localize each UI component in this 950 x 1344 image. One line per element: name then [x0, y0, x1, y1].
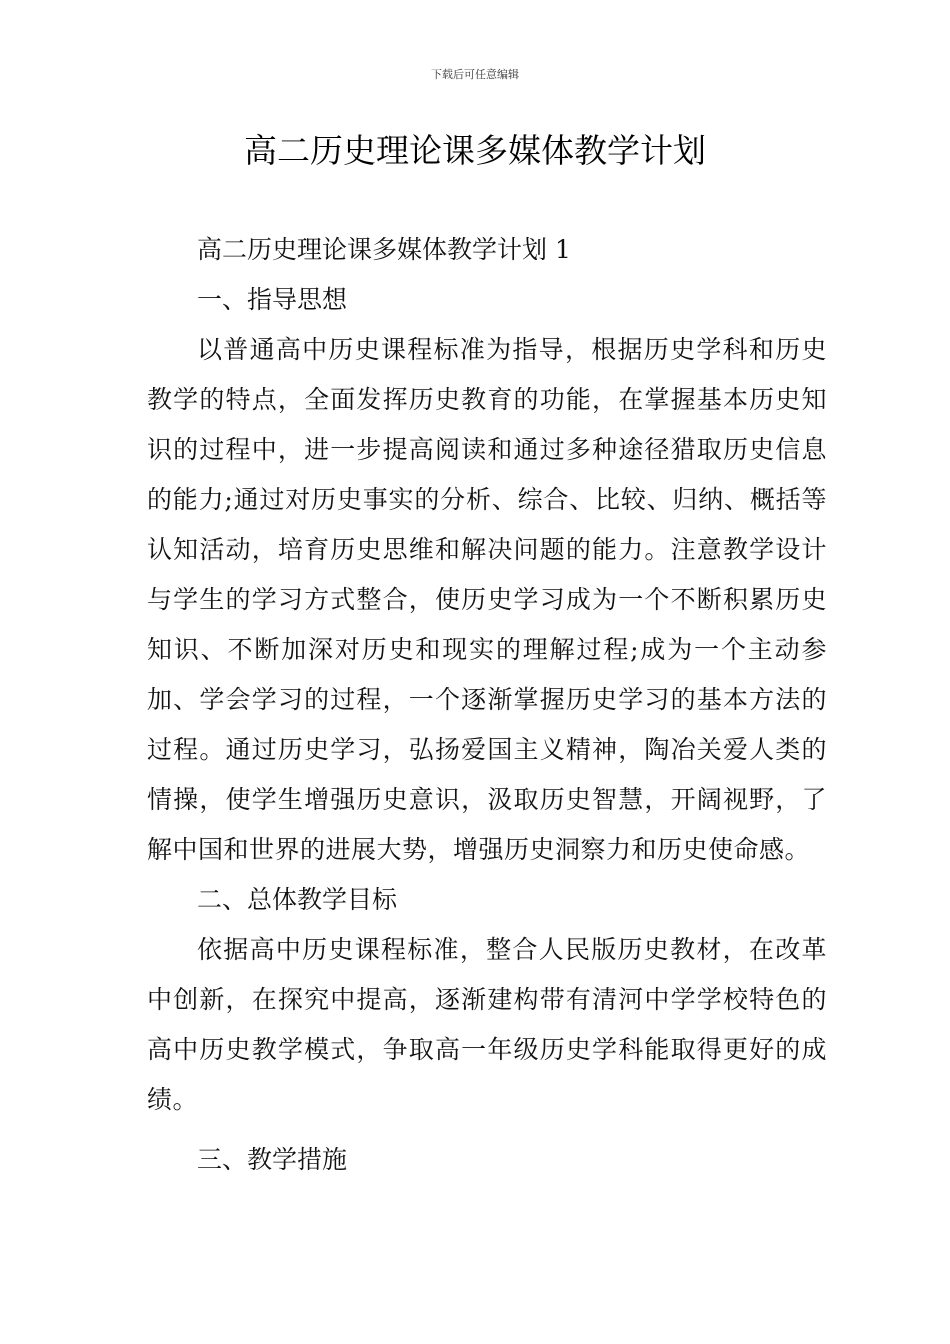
subtitle: 高二历史理论课多媒体教学计划 1 [197, 235, 571, 264]
section-heading-teaching-measures: 三、教学措施 [197, 1145, 348, 1174]
document-body [147, 225, 827, 1185]
section-paragraph-teaching-goals: 依据高中历史课程标准，整合人民版历史教材，在改革中创新，在探究中提高，逐渐建构带有清河中学学校特色的高中历史教学模式，争取高一年级历史学科能取得更好的成绩。 [147, 935, 827, 1114]
section-paragraph-guiding-ideology: 以普通高中历史课程标准为指导，根据历史学科和历史教学的特点，全面发挥历史教育的功能，在掌握基本历史知识的过程中，进一步提高阅读和通过多种途径猎取历史信息的能力;通过对历史事实的分析、综合、比较、归纳、概括等认知活动，培育历史思维和解决问题的能力。注意教学设计与学生的学习方式整合，使历史学习成为一个不断积累历史知识、不断加深对历史和现实的理解过程;成为一个主动参加、学会学习的过程，一个逐渐掌握历史学习的基本方法的过程。通过历史学习，弘扬爱国主义精神，陶冶关爱人类的情操，使学生增强历史意识，汲取历史智慧，开阔视野，了解中国和世界的进展大势，增强历史洞察力和历史使命感。 [147, 335, 827, 864]
section-gap [147, 1125, 827, 1135]
section-heading-teaching-goals: 二、总体教学目标 [197, 885, 398, 914]
header-note: 下载后可任意编辑 [431, 68, 519, 81]
section-heading-guiding-ideology: 一、指导思想 [197, 285, 348, 314]
document-title: 高二历史理论课多媒体教学计划 [244, 131, 706, 170]
